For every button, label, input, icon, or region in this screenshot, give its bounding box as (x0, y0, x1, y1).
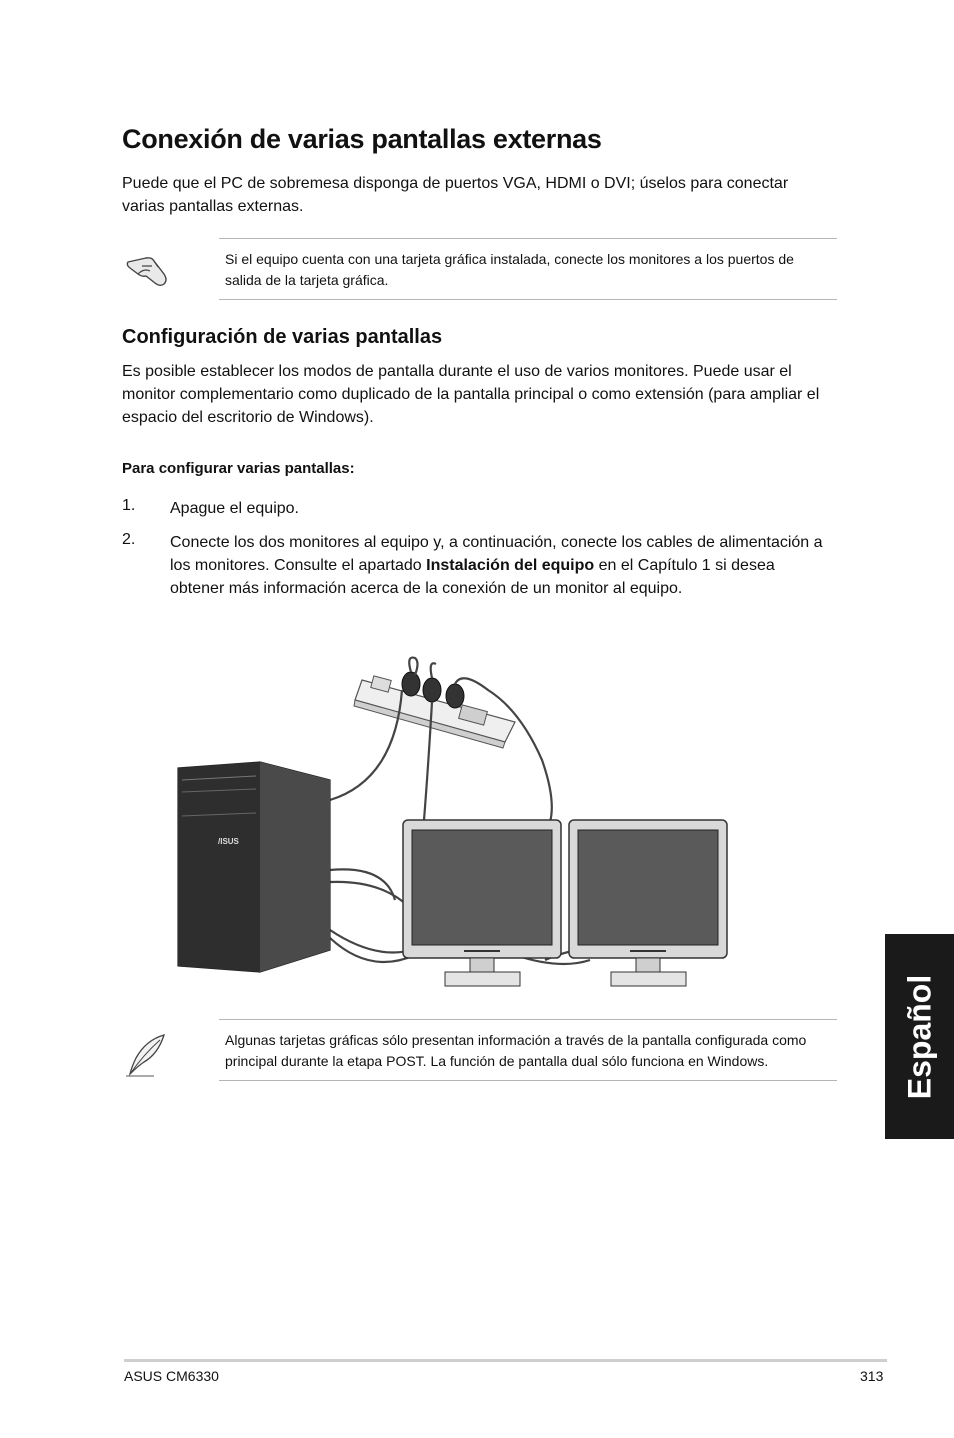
procedure-subheading: Para configurar varias pantallas: (122, 460, 355, 477)
language-label: Español (901, 974, 937, 1099)
step-text (170, 531, 830, 600)
step-text: Apague el equipo. (170, 500, 299, 517)
section-paragraph: Es posible establecer los modos de pantalla durante el uso de varios monitores. Puede usar el monitor complementario como duplicado de la pantalla principal o como extensión (para ampliar el espacio del escritorio de Windows). (122, 363, 820, 426)
step-text-part: en el Capítulo 1 si desea obtener más información acerca de la conexión de un monitor al equipo. (170, 557, 775, 597)
pointing-hand-icon (124, 250, 172, 290)
page-title: Conexión de varias pantallas externas (122, 124, 602, 154)
language-side-tab (885, 934, 954, 1139)
quill-pen-icon (124, 1032, 168, 1078)
desktop-tower (178, 762, 330, 972)
tower-logo: /ISUS (218, 837, 239, 846)
footer-model: ASUS CM6330 (124, 1368, 219, 1384)
step-number: 2. (122, 531, 136, 548)
step-number: 1. (122, 497, 136, 514)
footer-divider (124, 1359, 887, 1362)
intro-paragraph: Puede que el PC de sobremesa disponga de puertos VGA, HDMI o DVI; úselos para conectar varias pantallas externas. (122, 175, 789, 215)
note-text: Si el equipo cuenta con una tarjeta gráfica instalada, conecte los monitores a los puertos de salida de la tarjeta gráfica. (225, 251, 794, 288)
step-text-part: Conecte los dos monitores al equipo y, a continuación, conecte los cables de alimentación a los monitores. Consulte el apartado (170, 534, 823, 574)
monitor-right (569, 820, 727, 986)
dual-monitor-illustration (170, 650, 740, 995)
note-box (219, 1019, 837, 1081)
step-text-bold: Instalación del equipo (426, 557, 595, 574)
note-text: Algunas tarjetas gráficas sólo presentan información a través de la pantalla configurada como principal durante la etapa POST. La función de pantalla dual sólo funciona en Windows. (225, 1032, 807, 1069)
section-heading: Configuración de varias pantallas (122, 326, 443, 348)
page-number: 313 (860, 1368, 884, 1384)
note-box (219, 238, 837, 300)
